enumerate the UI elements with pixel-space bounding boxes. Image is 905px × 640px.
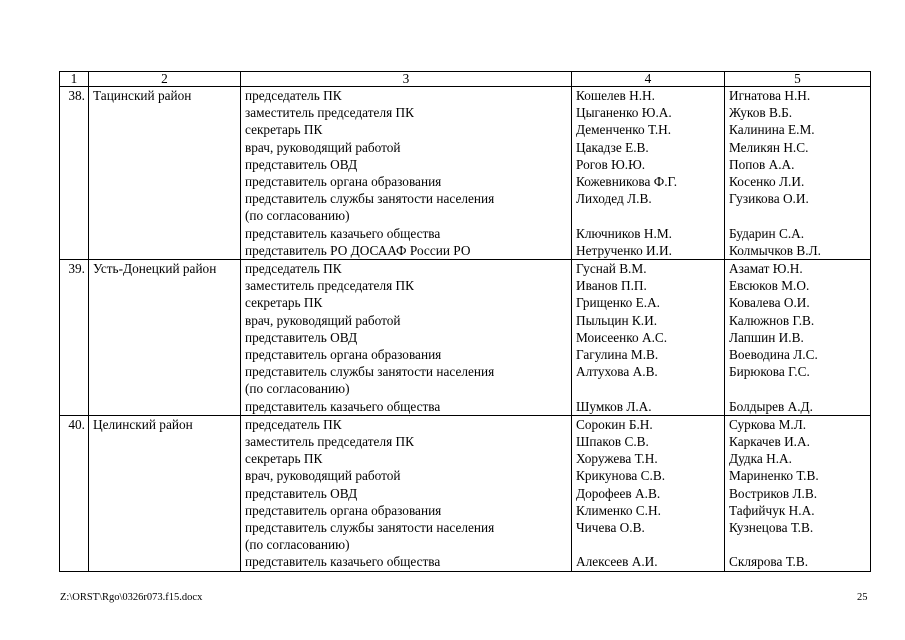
district-name: Усть-Донецкий район: [89, 260, 241, 416]
members-cell: [572, 260, 725, 416]
role-line: (по согласованию): [245, 381, 350, 397]
member-name: Цыганенко Ю.А.: [576, 105, 672, 121]
member-name: Иванов П.П.: [576, 278, 647, 294]
role-line: представитель казачьего общества: [245, 398, 441, 414]
member-name: Гагулина М.В.: [576, 347, 659, 363]
reserves-cell: [725, 415, 871, 571]
member-name: Нетрученко И.И.: [576, 242, 672, 258]
reserve-name: [729, 207, 866, 224]
reserve-name: Евсюков М.О.: [729, 278, 810, 294]
roles-cell: [241, 87, 572, 260]
table-header-row: [60, 72, 871, 87]
row-number: 39.: [60, 260, 89, 416]
reserve-name: Лапшин И.В.: [729, 329, 804, 345]
reserve-name: Гузикова О.И.: [729, 191, 809, 207]
district-name: Целинский район: [89, 415, 241, 571]
reserve-name: Дудка Н.А.: [729, 451, 792, 467]
member-name: Кошелев Н.Н.: [576, 88, 655, 103]
reserve-name: Игнатова Н.Н.: [729, 88, 811, 103]
role-line: секретарь ПК: [245, 451, 323, 467]
member-name: Рогов Ю.Ю.: [576, 156, 646, 172]
reserve-name: Востриков Л.В.: [729, 485, 818, 501]
role-line: секретарь ПК: [245, 295, 323, 311]
footer-page-number: 25: [857, 592, 868, 603]
member-name: [576, 380, 720, 397]
row-number: 38.: [60, 87, 89, 260]
member-name: Алтухова А.В.: [576, 364, 658, 380]
roles-cell: [241, 260, 572, 416]
header-cell-5: 5: [725, 72, 871, 87]
table-row: [60, 415, 871, 571]
role-line: заместитель председателя ПК: [245, 434, 414, 450]
member-name: Грищенко Е.А.: [576, 295, 661, 311]
role-line: председатель ПК: [245, 261, 342, 277]
member-name: Дорофеев А.В.: [576, 485, 661, 501]
role-line: заместитель председателя ПК: [245, 105, 414, 121]
reserve-name: Меликян Н.С.: [729, 139, 809, 155]
reserve-name: Попов А.А.: [729, 156, 795, 172]
role-line: секретарь ПК: [245, 122, 323, 138]
role-line: председатель ПК: [245, 88, 342, 103]
member-name: Пыльцин К.И.: [576, 312, 658, 328]
role-line: врач, руководящий работой: [245, 312, 401, 328]
reserve-name: [729, 380, 866, 397]
reserve-name: Мариненко Т.В.: [729, 468, 819, 484]
reserves-cell: [725, 260, 871, 416]
role-line: представитель ОВД: [245, 485, 358, 501]
role-line: представитель органа образования: [245, 502, 442, 518]
role-line: заместитель председателя ПК: [245, 278, 414, 294]
role-line: представитель казачьего общества: [245, 554, 441, 570]
reserve-name: Бударин С.А.: [729, 225, 805, 241]
members-cell: [572, 87, 725, 260]
table-body: [60, 72, 871, 572]
member-name: Гуснай В.М.: [576, 261, 647, 277]
member-name: Цакадзе Е.В.: [576, 139, 649, 155]
member-name: Шумков Л.А.: [576, 398, 652, 414]
reserve-name: Ковалева О.И.: [729, 295, 810, 311]
role-line: представитель казачьего общества: [245, 225, 441, 241]
member-name: [576, 207, 720, 224]
member-name: Моисеенко А.С.: [576, 329, 668, 345]
reserve-name: Болдырев А.Д.: [729, 398, 813, 414]
footer-file-path: Z:\ORST\Rgo\0326r073.f15.docx: [60, 592, 203, 603]
header-cell-4: 4: [572, 72, 725, 87]
role-line: представитель ОВД: [245, 156, 358, 172]
row-number: 40.: [60, 415, 89, 571]
role-line: врач, руководящий работой: [245, 468, 401, 484]
member-name: Клименко С.Н.: [576, 502, 661, 518]
reserve-name: Косенко Л.И.: [729, 174, 805, 190]
reserve-name: Склярова Т.В.: [729, 554, 809, 570]
reserve-name: Каркачев И.А.: [729, 434, 810, 450]
member-name: Лиходед Л.В.: [576, 191, 652, 207]
reserve-name: Колмычков В.Л.: [729, 242, 821, 258]
table-row: [60, 87, 871, 260]
header-cell-2: 2: [89, 72, 241, 87]
member-name: Кожевникова Ф.Г.: [576, 174, 678, 190]
member-name: Алексеев А.И.: [576, 554, 658, 570]
member-name: Деменченко Т.Н.: [576, 122, 672, 138]
member-name: Крикунова С.В.: [576, 468, 666, 484]
reserve-name: Бирюкова Г.С.: [729, 364, 810, 380]
role-line: председатель ПК: [245, 416, 342, 432]
member-name: Сорокин Б.Н.: [576, 416, 653, 432]
district-name: Тацинский район: [89, 87, 241, 260]
members-cell: [572, 415, 725, 571]
member-name: [576, 536, 720, 553]
reserve-name: Жуков В.Б.: [729, 105, 793, 121]
role-line: представитель службы занятости населения: [245, 191, 495, 207]
reserve-name: [729, 536, 866, 553]
header-cell-1: 1: [60, 72, 89, 87]
member-name: Шпаков С.В.: [576, 434, 649, 450]
reserve-name: Калюжнов Г.В.: [729, 312, 815, 328]
reserve-name: Суркова М.Л.: [729, 416, 807, 432]
role-line: представитель ОВД: [245, 329, 358, 345]
role-line: представитель органа образования: [245, 347, 442, 363]
roles-cell: [241, 415, 572, 571]
reserve-name: Азамат Ю.Н.: [729, 261, 803, 277]
role-line: врач, руководящий работой: [245, 139, 401, 155]
reserve-name: Тафийчук Н.А.: [729, 502, 815, 518]
role-line: представитель РО ДОСААФ России РО: [245, 242, 471, 258]
table-row: [60, 260, 871, 416]
member-name: Хоружева Т.Н.: [576, 451, 658, 467]
role-line: представитель службы занятости населения: [245, 520, 495, 536]
reserve-name: Кузнецова Т.В.: [729, 520, 814, 536]
member-name: Ключников Н.М.: [576, 225, 672, 241]
role-line: представитель службы занятости населения: [245, 364, 495, 380]
role-line: представитель органа образования: [245, 174, 442, 190]
role-line: (по согласованию): [245, 537, 350, 553]
header-cell-3: 3: [241, 72, 572, 87]
reserve-name: Калинина Е.М.: [729, 122, 815, 138]
reserve-name: Воеводина Л.С.: [729, 347, 818, 363]
member-name: Чичева О.В.: [576, 520, 645, 536]
role-line: (по согласованию): [245, 208, 350, 224]
commission-table: [59, 71, 871, 572]
reserves-cell: [725, 87, 871, 260]
